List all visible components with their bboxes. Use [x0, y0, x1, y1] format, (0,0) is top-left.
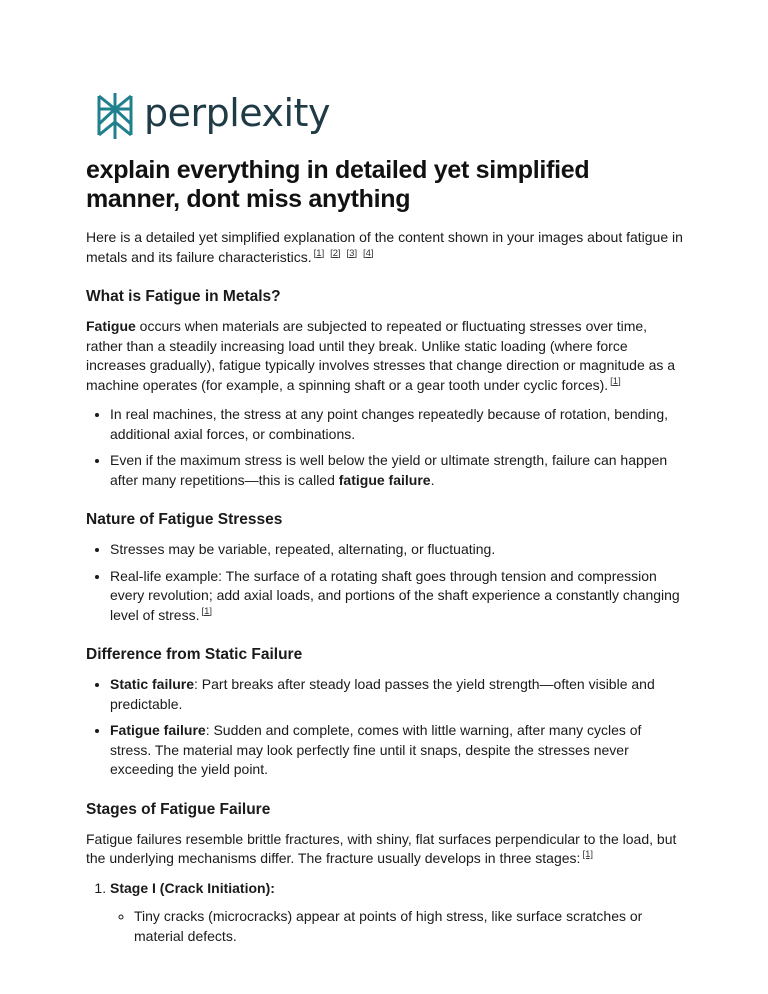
section-heading-stages: Stages of Fatigue Failure: [86, 800, 271, 818]
citation-link[interactable]: [1]: [582, 849, 593, 860]
citation-link[interactable]: [1]: [610, 375, 621, 387]
citation-link[interactable]: [2]: [330, 247, 341, 259]
difference-bullet-list: [86, 675, 686, 780]
nature-bullet-list: [86, 540, 686, 625]
section-heading-nature: Nature of Fatigue Stresses: [86, 511, 283, 528]
intro-paragraph: Here is a detailed yet simplified explanation of the content shown in your images about fatigue in metals and its failure characteristics. [1] [2] [3] [4]: [86, 229, 683, 265]
stage-sub-list: [110, 907, 686, 946]
list-item: • In real machines, the stress at any point changes repeatedly because of rotation, bending, additional axial forces, or combinations.: [110, 405, 686, 444]
perplexity-logo-icon: [94, 91, 136, 141]
list-item: 1. Stage I (Crack Initiation): ◦ Tiny cracks (microcracks) appear at points of high stress, like surface scratches or material defects.: [110, 879, 686, 947]
citation-link[interactable]: [3]: [346, 247, 358, 259]
section-heading-difference: Difference from Static Failure: [86, 646, 303, 663]
brand-wordmark: perplexity: [144, 91, 330, 135]
list-item: • Static failure: Part breaks after steady load passes the yield strength—often visible and predictable.: [110, 675, 686, 714]
list-item: • Stresses may be variable, repeated, alternating, or fluctuating.: [110, 540, 686, 560]
answer-content: [86, 156, 686, 946]
citation-link[interactable]: [1]: [313, 247, 325, 259]
fatigue-definition-paragraph: Fatigue occurs when materials are subjected to repeated or fluctuating stresses over time, rather than a steadily increasing load until they break. Unlike static loading (where force increases gradually), fatigue typically involves stresses that change direction or magnitude as a machine operates (for example, a spinning shaft or a gear tooth under cyclic forces). [1]: [86, 318, 676, 393]
citation-link[interactable]: [1]: [201, 605, 213, 617]
list-item: • Even if the maximum stress is well below the yield or ultimate strength, failure can happen after many repetitions—this is called fatigue failure.: [110, 451, 686, 490]
stages-numbered-list: [86, 879, 686, 947]
list-item: ◦ Tiny cracks (microcracks) appear at points of high stress, like surface scratches or material defects.: [134, 907, 686, 946]
list-item: • Real-life example: The surface of a rotating shaft goes through tension and compression every revolution; add axial loads, and portions of the shaft experience a constantly changing level of stress. [1]: [110, 567, 686, 626]
citation-link[interactable]: [4]: [363, 247, 374, 259]
list-item: • Fatigue failure: Sudden and complete, comes with little warning, after many cycles of stress. The material may look perfectly fine until it snaps, despite the stresses never exceeding the yield point.: [110, 721, 686, 780]
fatigue-bullet-list: [86, 405, 686, 490]
section-heading-what-is-fatigue: What is Fatigue in Metals?: [86, 288, 281, 305]
brand-logo: [94, 90, 330, 142]
page-title: explain everything in detailed yet simplified manner, dont miss anything: [86, 156, 590, 213]
stages-paragraph: Fatigue failures resemble brittle fractures, with shiny, flat surfaces perpendicular to the load, but the underlying mechanisms differ. The fracture usually develops in three stages: [1]: [86, 830, 677, 866]
